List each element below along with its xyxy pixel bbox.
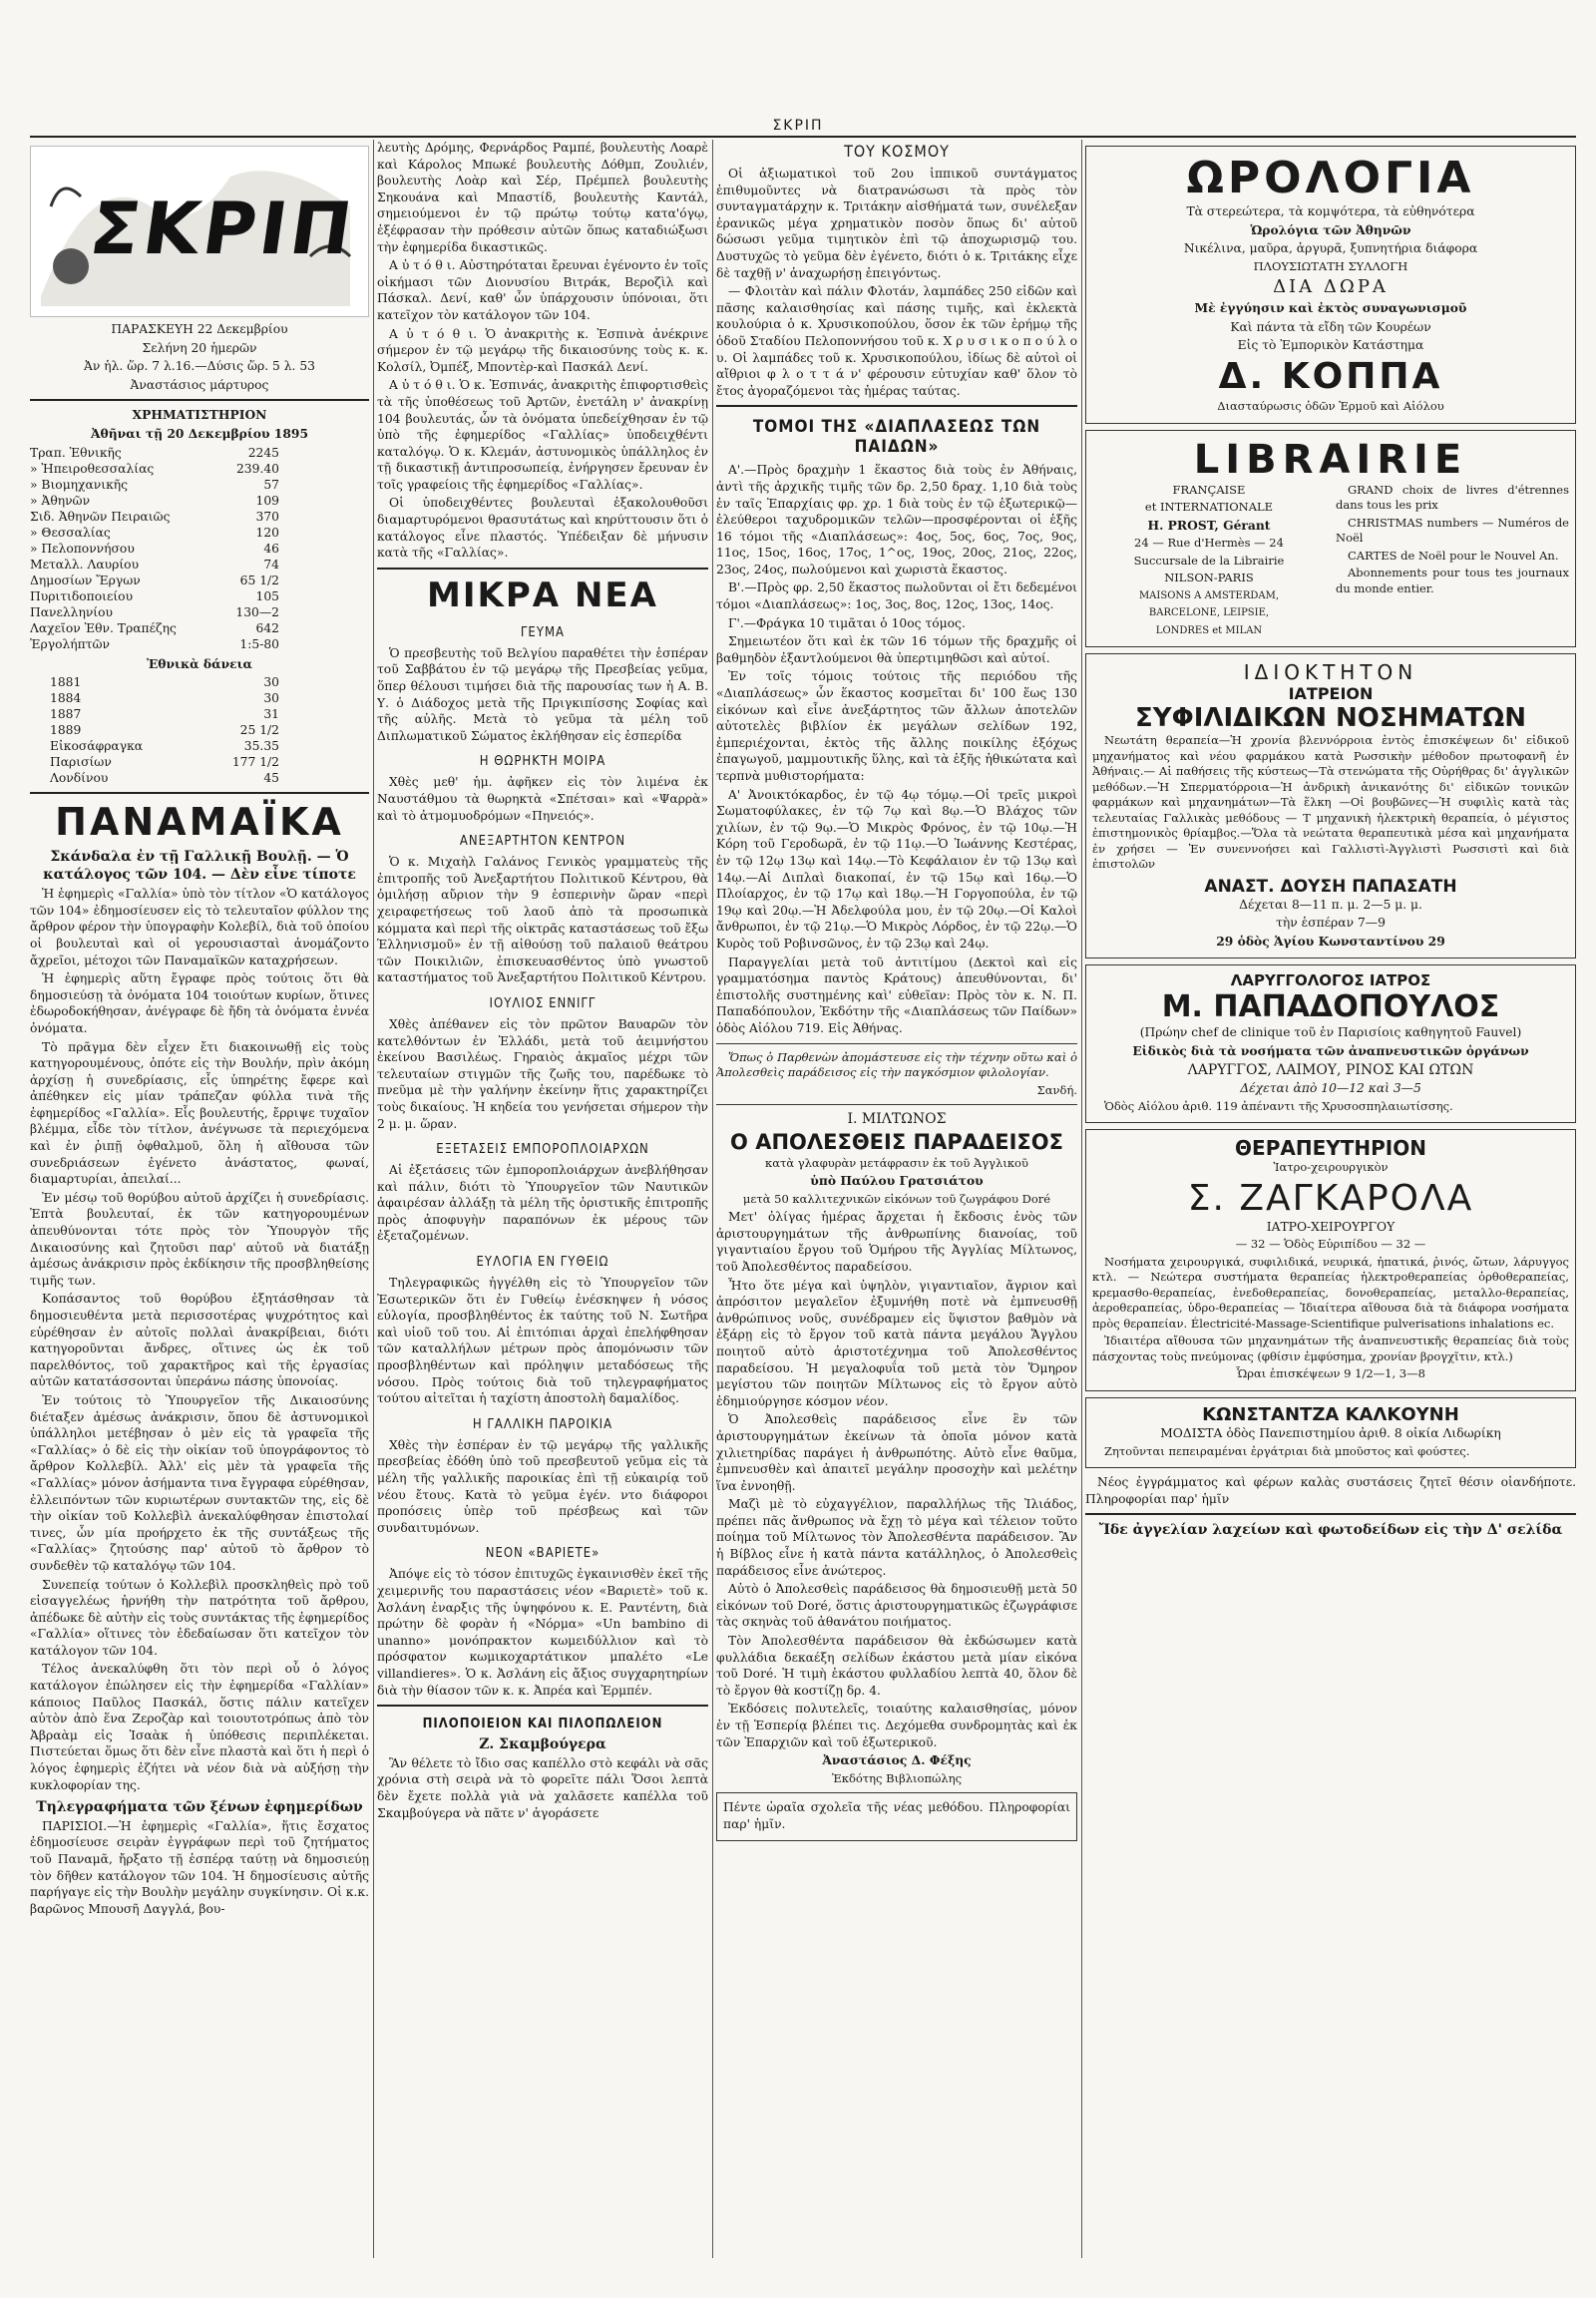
clinic-doctor: ΑΝΑΣΤ. ΔΟΥΣΗ ΠΑΠΑΣΑΤΗ — [1204, 876, 1457, 897]
job-wanted-ad: Νέος ἐγγράμματος καὶ φέρων καλὰς συστάσεις ζητεῖ θέσιν οἱανδήποτε. Πληροφορίαι παρ' ἡμῖν — [1085, 1475, 1576, 1506]
panama-paragraph: Ἡ ἐφημερὶς αὕτη ἔγραφε πρὸς τούτοις ὅτι θὰ δημοσιεύσῃ τὰ ὀνόματα 104 τοιούτων κυρίων, ὅτινες ἐδωροδοκήθησαν, ἀνέγραφε δὲ ἤδη τὰ ὀνόματα ἐννέα ὀνόματα. — [30, 971, 369, 1035]
librairie-line: Succursale de la Librairie — [1133, 553, 1285, 568]
modiste-ad — [1085, 1397, 1576, 1468]
column-3 — [716, 140, 1077, 2288]
saint-line: Ἀναστάσιος μάρτυρος — [130, 377, 269, 392]
tomoi-paragraph: Α' Ἀνοικτόκαρδος, ἐν τῷ 4ῳ τόμῳ.—Οἱ τρεῖς μικροὶ Σωματοφύλακες, ἐν τῷ 7ῳ καὶ 8ῳ.—Ὁ Βλάχος τῶν χιλίων, ἐν τῷ 9ῳ.—Ὁ Μικρὸς Φρόνος, ἐν τῷ 10ῳ.—Ἡ Κόρη τοῦ Γεροδωρᾶ, ἐν τῷ 11ῳ.—Ὁ Ἰωάννης Κεστέρας, ἐν τῷ 12ῳ 13ῳ καὶ 14ῳ.—Τὸ Κεφάλαιον ἐν τῷ 13ῳ καὶ 14ῳ.—Αἱ Διπλαὶ διακοπαί, ἐν τῷ 15ῳ καὶ 16ῳ.—Ὁ Πλοίαρχος, ἐν τῷ 17ῳ καὶ 18ῳ.—Ἡ Γοργοπούλα, ἐν τῷ 19ῳ καὶ 20ῳ.—Ἡ Ἀδελφούλα μου, ἐν τῷ 20ῳ.—Οἱ Καλοὶ ἄνθρωποι, ἐν τῷ 21ῳ.—Ὁ Μικρὸς Λόρδος, ἐν τῷ 22ῳ.—Ὁ Κυρὸς τοῦ Ροβινσῶνος, ἐν τῷ 23ῳ καὶ 24ῳ. — [716, 787, 1077, 951]
hat-shop-name: Ζ. Σκαμβούγερα — [479, 1736, 606, 1753]
item-body: Χθὲς ἀπέθανεν εἰς τὸν πρῶτον Βαυαρῶν τὸν κατελθόντων ἐν Ἑλλάδι, μετὰ τοῦ ἀειμνήστου ἐκείνου Βασιλέως. Γηραιὸς ἀκμαῖος μέχρι τῶν τελευταίων στιγμῶν τῆς ζωῆς του, παρέδωκε τὸ πνεῦμα μὲ τὴν γαλήνην ἐκείνην ἥτις χαρακτηρίζει τοὺς δικαίους. Ἡ κηδεία του γενήσεται σήμερον τὴν 2 μ. μ. ὥραν. — [377, 1016, 708, 1131]
table-row: Πυριτιδοποιείου 105 — [30, 588, 279, 603]
lottery-notice: Ἴδε ἀγγελίαν λαχείων καὶ φωτοδείδων εἰς τὴν Δ' σελίδα — [1098, 1522, 1563, 1539]
item-title: ΕΥΛΟΓΙΑ ΕΝ ΓΥΘΕΙΩ — [476, 1255, 609, 1271]
news-paragraph: Α ὐ τ ό θ ι. Ὁ ἀνακριτὴς κ. Ἐσπινὰ ἀνέκρινε σήμερον ἐν τῷ μεγάρῳ τῆς δικαιοσύνης τοὺς κ. κ. Κολσίλ, Ὀμπέξ, Μποντὲρ-καὶ Πασκάλ Δενί. — [377, 326, 708, 374]
therapy-sub: Ἰατρο-χειρουργικὸν — [1273, 1160, 1389, 1175]
laryngologist-head: ΛΑΡΥΓΓΟΛΟΓΟΣ ΙΑΤΡΟΣ — [1230, 971, 1431, 990]
modiste-line: ΜΟΔΙΣΤΑ ὁδὸς Πανεπιστημίου ἀριθ. 8 οἰκία Λιδωρίκη — [1160, 1425, 1501, 1440]
item-title: ΝΕΟΝ «ΒΑΡΙΕΤΕ» — [485, 1546, 600, 1562]
tomoi-paragraph: Β'.—Πρὸς φρ. 2,50 ἕκαστος πωλοῦνται οἱ ἔτι δεδεμένοι τόμοι «Διαπλάσεως»: 1ος, 3ος, 8ος, 12ος, 13ος, 14ος. — [716, 580, 1077, 612]
item-title: Η ΓΑΛΛΙΚΗ ΠΑΡΟΙΚΙΑ — [472, 1416, 613, 1432]
therapy-name: Σ. ΖΑΓΚΑΡΟΛΑ — [1187, 1177, 1474, 1219]
tomoi-paragraph: Γ'.—Φράγκα 10 τιμᾶται ὁ 10ος τόμος. — [728, 615, 966, 630]
milton-publisher: Ἀναστάσιος Δ. Φέξης — [822, 1752, 972, 1768]
librairie-line: NILSON-PARIS — [1164, 571, 1254, 585]
item-body: Χθὲς τὴν ἑσπέραν ἐν τῷ μεγάρῳ τῆς γαλλικῆς πρεσβείας ἐδόθη ὑπὸ τοῦ πρεσβευτοῦ γεῦμα εἰς τὰ μέλη τῆς γαλλικῆς παροικίας ἐπὶ τῇ εὐκαιρίᾳ τοῦ νέου ἔτους. Κατὰ τὸ γεῦμα ἐγέν. ντο διάφοροι προπόσεις ὑπὲρ τοῦ πρέσβεως καὶ τῶν συνδαιτυμόνων. — [377, 1437, 708, 1535]
milton-paragraph: Μαζὶ μὲ τὸ εὐχαγγέλιον, παραλλήλως τῆς Ἰλιάδος, πρέπει πᾶς ἄνθρωπος νὰ ἔχῃ τὸ μέγα καὶ τέλειον τοῦτο ποίημα τοῦ Μίλτωνος τὸν Ἀπολεσθέντα παράδεισον. Ἂν ἡ Βίβλος εἶνε ἡ κατὰ πάντα κατάλληλος, ὁ Ἀπολεσθεὶς παράδεισος εἶνε ἀνώτερος. — [716, 1497, 1077, 1578]
clinic-ad — [1085, 653, 1576, 958]
column-divider — [1081, 140, 1082, 2258]
watch-ad-line: Τὰ στερεώτερα, τὰ κομψότερα, τὰ εὐθηνότερα — [1186, 204, 1475, 218]
laryngologist-spec: Εἰδικὸς διὰ τὰ νοσήματα τῶν ἀναπνευστικῶν ὀργάνων — [1132, 1043, 1529, 1059]
panama-subtitle: Σκάνδαλα ἐν τῇ Γαλλικῇ Βουλῇ. — Ὁ κατάλογος τῶν 104. — Δὲν εἶνε τίποτε — [43, 849, 356, 884]
milton-paragraph: Αὐτὸ ὁ Ἀπολεσθεὶς παράδεισος θὰ δημοσιευθῇ μετὰ 50 εἰκόνων τοῦ Doré, ὅστις ἀριστουργηματικῶς ἐζωγράφισε τὰς σκηνὰς τοῦ ἀθανάτου ποιήματος. — [716, 1582, 1077, 1630]
watch-ad-line: Εἰς τὸ Ἐμπορικὸν Κατάστημα — [1237, 338, 1424, 353]
table-row: Τραπ. Ἐθνικῆς 2245 — [30, 445, 279, 460]
continued-text: λευτὴς Δρόμης, Φερνάρδος Ραμπέ, βουλευτὴς Λοαρὲ καὶ Κάρολος Μπωκέ βουλευτὴς Δόθμπ, Ζουλιέν, βουλευτὴς Λοὰρ καὶ Σέρ, Πρέμπελ βουλευτὴς Σηκουάνα καὶ Μπαστίδ, βουλευτὴς Καντάλ, σημειούμενοι ἐν τῷ πρώτῳ τούτῳ κατα'όγῳ, ἐξέφρασαν τὴν πρόθεσιν αὐτῶν ὅπως καταδιώξωσι τὴν ἐφημερίδα δικαστικῶς. — [377, 141, 708, 254]
hat-shop-title: ΠΙΛΟΠΟΙΕΙΟΝ ΚΑΙ ΠΙΛΟΠΩΛΕΙΟΝ — [422, 1717, 663, 1732]
watch-ad-line: ΠΛΟΥΣΙΩΤΑΤΗ ΣΥΛΛΟΓΗ — [1253, 258, 1408, 273]
masthead-logo — [30, 146, 369, 317]
item-title: ΙΟΥΛΙΟΣ ΕΝΝΙΓΓ — [489, 995, 597, 1011]
table-row: Λονδίνου 45 — [50, 771, 279, 786]
exchange-title: ΧΡΗΜΑΤΙΣΤΗΡΙΟΝ — [132, 407, 267, 423]
masthead-title: ΣΚΡΙΠ — [85, 187, 361, 270]
tomoi-paragraph: Σημειωτέον ὅτι καὶ ἐκ τῶν 16 τόμων τῆς δραχμῆς οἱ βαθμηδὸν ἐξαντλούμενοι θὰ ὑπερτιμηθῶσι καὶ αὐτοί. — [716, 634, 1077, 665]
clinic-address: 29 ὁδὸς Ἁγίου Κωνσταντίνου 29 — [1216, 933, 1445, 949]
table-row: 1881 30 — [50, 675, 279, 690]
stocks-table — [30, 445, 369, 652]
modiste-body: Ζητοῦνται πεπειραμέναι ἐργάτριαι διὰ μποῦστος καὶ φούστες. — [1104, 1443, 1470, 1458]
watch-ad-address: Διασταύρωσις ὁδῶν Ἑρμοῦ καὶ Αἰόλου — [1217, 399, 1444, 414]
watch-ad-line: Μὲ ἐγγύησιν καὶ ἐκτὸς συναγωνισμοῦ — [1194, 300, 1467, 316]
clinic-hours: τὴν ἑσπέραν 7—9 — [1276, 916, 1386, 931]
librairie-line: CARTES de Noël pour le Nouvel An. — [1348, 548, 1559, 563]
watch-ad-title: ΩΡΟΛΟΓΙΑ — [1186, 153, 1475, 203]
top-rule — [30, 136, 1576, 138]
modiste-name: ΚΩΝΣΤΑΝΤΖΑ ΚΑΛΚΟΥΝΗ — [1202, 1403, 1459, 1425]
librairie-line: Abonnements pour tous tes journaux du monde entier. — [1336, 566, 1569, 595]
therapy-head: ΘΕΡΑΠΕΥΤΗΡΙΟΝ — [1235, 1136, 1426, 1161]
therapy-title: ΙΑΤΡΟ-ΧΕΙΡΟΥΡΓΟΥ — [1266, 1219, 1396, 1234]
milton-quote-author: Σανδή. — [1036, 1082, 1077, 1097]
column-4 — [1085, 140, 1576, 2288]
divider — [716, 1104, 1077, 1105]
milton-paragraph: Ἐκδόσεις πολυτελεῖς, τοιαύτης καλαισθησίας, μόνον ἐν τῇ Ἑσπερίᾳ βλέπει τις. Δεχόμεθα συνδρομητὰς καὶ ἐκ τῶν Ἐπαρχιῶν καὶ τοῦ ἐξωτερικοῦ. — [716, 1702, 1077, 1749]
therapy-body: Νοσήματα χειρουργικά, συφιλιδικά, νευρικά, ἠπατικά, ῥινός, ὤτων, λάρυγγος κτλ. — Νεώτερα συστήματα θεραπείας ἠλεκτροθεραπείας ὀρθοθεραπείας, κρεμασθο-θεραπείας, ἐνεδοθεραπείας, δονοθεραπείας, μεταλλο-θεραπείας, ἀεροθεραπείας, ὑδρο-θεραπείας — Ἰδιαίτερα αἴθουσα διὰ τὰ διάφορα νοσήματα πρὸς θεραπείαν. Électricité-Massage-Scientifique pulverisations inhalations ec. — [1092, 1254, 1569, 1331]
librairie-line: LONDRES et MILAN — [1155, 624, 1263, 636]
librairie-body — [1092, 483, 1569, 641]
watch-shop-ad — [1085, 146, 1576, 424]
divider — [716, 1043, 1077, 1044]
laryngologist-spec: ΛΑΡΥΓΓΟΣ, ΛΑΙΜΟΥ, ΡΙΝΟΣ ΚΑΙ ΩΤΩΝ — [1187, 1061, 1474, 1078]
tomoi-title: ΤΟΜΟΙ ΤΗΣ «ΔΙΑΠΛΑΣΕΩΣ ΤΩΝ ΠΑΙΔΩΝ» — [752, 417, 1041, 458]
librairie-line: et INTERNATIONALE — [1144, 500, 1274, 515]
watch-ad-shop-name: Δ. ΚΟΠΠΑ — [1218, 356, 1443, 398]
divider — [30, 792, 369, 794]
item-title: Η ΘΩΡΗΚΤΗ ΜΟΙΡΑ — [479, 754, 606, 770]
loans-title: Ἐθνικὰ δάνεια — [146, 655, 252, 671]
librairie-left — [1092, 483, 1326, 641]
watch-ad-line: ΔΙΑ ΔΩΡΑ — [1273, 276, 1389, 298]
tomoi-paragraph: Παραγγελίαι μετὰ τοῦ ἀντιτίμου (Δεκτοὶ καὶ εἰς γραμματόσημα παντὸς Κράτους) ἀπευθύνονται, δι' ἐπιστολῆς συστημένης καὶ' εὐθεῖαν: Πρὸς τὸν κ. Ν. Π. Παπαδόπουλον, Ἐκδότην τῆς «Διαπλάσεως τῶν Παίδων» ὁδὸς Αἰόλου 719. Εἰς Ἀθήνας. — [716, 955, 1077, 1035]
panama-paragraph: Τὸ πρᾶγμα δὲν εἶχεν ἔτι διακοινωθῇ εἰς τοὺς κατηγορουμένους, ὁπότε εἰς τὴν Βουλήν, πρὶν ἀκόμη ἀρχίσῃ ἡ συνεδρίασις, εἷς ὑπηρέτης ἔφερε καὶ ἀπέθηκεν εἰς μίαν τράπεζαν φύλλα τινὰ τῆς ἐφημερίδος «Γαλλία». Εἷς βουλευτής, ἔρριψε τυχαῖον βλέμμα, εἶδε τὸν τίτλον, ἀνέγνωσε τὰ περιεχόμενα καὶ ἐν ῥιπῇ ὀφθαλμοῦ, ὅλη ἡ αἴθουσα τῶν συνεδριάσεων ἐγένετο ἀνάστατος, φωναί, διαμαρτυρίαι, ἀπειλαί... — [30, 1039, 369, 1187]
tomoi-paragraph: Α'.—Πρὸς δραχμὴν 1 ἕκαστος διὰ τοὺς ἐν Ἀθήναις, ἀντὶ τῆς ἀρχικῆς τιμῆς τῶν δρ. 2,50 δραχ. 1,10 διὰ τοὺς ἐν ταῖς Ἐπαρχίαις φρ. χρ. 1 διὰ τοὺς ἐν τῷ ἐξωτερικῷ—ἐλεύθεροι ταχυδρομικῶν τελῶν—προσφέρονται οἱ ἑξῆς 16 τόμοι τῆς «Διαπλάσεως»: 4ος, 5ος, 6ος, 7ος, 9ος, 11ος, 15ος, 16ος, 17ος, 1^ος, 19ος, 20ος, 21ος, 22ος, 23ος, 24ος, πωλούμενοι καὶ χωριστὰ ἕκαστος. — [716, 463, 1077, 576]
news-paragraph: Α ὐ τ ό θ ι. Αὐστηρόταται ἔρευναι ἐγένοντο ἐν τοῖς οἰκήμασι τῶν Διονυσίου Βιτράκ, Βεροζὶλ καὶ Πάσκαλ. Δενί, καθ' ὧν ὑπάρχουσιν ὑπόνοιαι, ὅτι κατεῖχον τὸν κατάλογον τῶν 104. — [377, 258, 708, 322]
item-body: Τηλεγραφικῶς ἠγγέλθη εἰς τὸ Ὑπουργεῖον τῶν Ἐσωτερικῶν ὅτι ἐν Γυθείῳ ἐνέσκηψεν ἡ νόσος εὐλογία, προσβληθέντος ἐκ ταύτης τοῦ Ν. Σωτῆρα καὶ υἱοῦ τοῦ του. Αἱ ἐπιτόπιαι ἀρχαὶ ἐπελήφθησαν τῶν καταλλήλων μέτρων πρὸς ἀπομόνωσιν τῶν προσβληθέντων καὶ πρόληψιν μεταδόσεως τῆς νόσου. Πρὸς τούτοις διὰ τοῦ τηλεγραφήματος τούτου αἰτεῖται ἡ ταχίστη ἀποστολὴ δαμαλίδος. — [377, 1276, 708, 1406]
panama-paragraph: Ἡ ἐφημερὶς «Γαλλία» ὑπὸ τὸν τίτλον «Ὁ κατάλογος τῶν 104» ἐδημοσίευσεν εἰς τὸ τελευταῖον φύλλον της ἄρθρον φέρον τὴν ὑπογραφὴν Κολεβίλ, διὰ τοῦ ὁποίου οἱ βουλευταὶ καὶ οἱ γερουσιασταὶ ἀνομάζοντο ἄχρεῖοι, μέτοχοι τῶν Παναμαϊκῶν καταχρήσεων. — [30, 887, 369, 967]
librairie-line: MAISONS A AMSTERDAM, — [1138, 589, 1280, 601]
panama-paragraph: Κοπάσαντος τοῦ θορύβου ἐξητάσθησαν τὰ δημοσιευθέντα μετὰ περισσοτέρας ψυχρότητος καὶ εὑρέθησαν ἐν αὐτοῖς πολλαὶ ἀνακρίβειαι, διότι κατηγοροῦνται ἄνδρες, οἵτινες ὡς ἐκ τοῦ παρελθόντος, τοῦ χαρακτῆρος καὶ τῆς ἐργασίας αὐτῶν κατατάσσονται ὑπεράνω πάσης ὑπονοίας. — [30, 1292, 369, 1389]
watch-ad-line: Καὶ πάντα τὰ εἴδη τῶν Κουρέων — [1230, 319, 1431, 334]
watch-ad-line: Ὡρολόγια τῶν Ἀθηνῶν — [1250, 221, 1411, 237]
table-row: Μεταλλ. Λαυρίου 74 — [30, 557, 279, 572]
item-body: Χθὲς μεθ' ἡμ. ἀφῆκεν εἰς τὸν λιμένα ἐκ Ναυστάθμου τὰ θωρηκτὰ «Σπέτσαι» καὶ «Ψαρρὰ» καὶ τὸ ἀτμομυοδρόμων «Πηνειός». — [377, 775, 708, 823]
librairie-line: CHRISTMAS numbers — Numéros de Noël — [1336, 515, 1569, 546]
table-row: 1884 30 — [50, 691, 279, 706]
librairie-ad — [1085, 430, 1576, 648]
milton-author: Ι. ΜΙΛΤΩΝΟΣ — [847, 1111, 947, 1127]
milton-paragraph: Ἦτο ὅτε μέγα καὶ ὑψηλὸν, γιγαντιαῖον, ἄγριον καὶ ἀπρόσιτον μεγαλεῖον ἐξυμνήθη ποτὲ νὰ ἐμπνευσθῇ ἀνθρώπινος νοῦς, συνέδραμεν εἰς ὕψιστον βαθμὸν νὰ ἐξάρῃ εἰς τὸ ἔργον τοῦ κατὰ πάντα μεγάλου Ἄγγλου ποιητοῦ αὐτὸ ἀριστοτέχνημα τοῦ Ἀπολεσθέντος παραδείσου. Ἡ μεγαλοφυΐα τοῦ μετὰ τὸν Ὅμηρον μεγίστου τῶν ποιητῶν Μίλτωνος εἰς τὸ ἔργον αὐτὸ ἐδημιούργησε κόσμον νέον. — [716, 1278, 1077, 1408]
item-title: ΑΝΕΞΑΡΤΗΤΟΝ ΚΕΝΤΡΟΝ — [459, 834, 626, 850]
column-divider — [712, 140, 713, 2258]
milton-quote: Ὅπως ὁ Παρθενὼν ἀπομάστευσε εἰς τὴν τέχνην οὕτω καὶ ὁ Ἀπολεσθεὶς παράδεισος εἰς τὴν παγκόσμιον φιλολογίαν. — [716, 1049, 1077, 1079]
librairie-line: GRAND choix de livres d'étrennes dans tous les prix — [1336, 482, 1569, 513]
telegrams-title: Τηλεγραφήματα τῶν ξένων ἐφημερίδων — [36, 1799, 363, 1816]
clinic-sub: ΙΑΤΡΕΙΟΝ — [1288, 684, 1374, 704]
kosmos-title: ΤΟΥ ΚΟΣΜΟΥ — [844, 142, 950, 161]
librairie-right — [1336, 483, 1569, 641]
table-row: » Θεσσαλίας 120 — [30, 525, 279, 540]
schools-notice-text: Πέντε ὡραῖα σχολεῖα τῆς νέας μεθόδου. Πληροφορίαι παρ' ἡμῖν. — [723, 1800, 1070, 1831]
telegrams-paragraph: ΠΑΡΙΣΙΟΙ.—Ἡ ἐφημερὶς «Γαλλία», ἥτις ἔσχατος ἐδημοσίευσε σειρὰν ἐγγράφων περὶ τοῦ ζητήματος τοῦ Παναμᾶ, ἤρξατο τῇ ἑσπέρᾳ ταύτῃ νὰ δημοσιεύῃ τὸν δῆθεν κατάλογον τῶν 104. Ἡ δημοσίευσις αὐτῆς παρήγαγε εἰς τὴν Βουλὴν μεγάλην συγκίνησιν. Οἱ κ.κ. βαρῶνος Μπουσῆ Δαγγλά, βου- — [30, 1818, 369, 1916]
table-row: Παρισίων 177 1/2 — [50, 755, 279, 770]
schools-notice — [716, 1792, 1077, 1841]
clinic-title: ΣΥΦΙΛΙΔΙΚΩΝ ΝΟΣΗΜΑΤΩΝ — [1135, 703, 1526, 734]
therapy-ad — [1085, 1129, 1576, 1391]
panama-paragraph: Τέλος ἀνεκαλύφθη ὅτι τὸν περὶ οὗ ὁ λόγος κατάλογον ἐπώλησεν εἰς τὴν ἐφημερίδα «Γαλλίαν» κάποιος Παῦλος Πασκάλ, ὅστις πάλιν κατεῖχεν αὐτὸν ἀπὸ ἕνα Ζεροζὰρ καὶ τοιουτοτρόπως ἀπὸ τὸν Ἀβραὰμ εἰς Ἰσαὰκ ἡ ὑπόθεσις περιπλέκεται. Πιστεύεται ὅμως ὅτι δὲν εἶνε πλαστὰ καὶ ὅτι ἡ περὶ ὁ λόγος ἐφημερὶς ἐζήτει νὰ νέον διὰ νὰ αὐξήσῃ τὴν κυκλοφορίαν της. — [30, 1662, 369, 1792]
tomoi-paragraph: Ἐν τοῖς τόμοις τούτοις τῆς περιόδου τῆς «Διαπλάσεως» ὧν ἕκαστος κοσμεῖται δι' 100 ἕως 130 εἰκόνων καὶ εἶνε ἀνεξάρτητος τῶν ἄλλων ἀποτελῶν αὐτοτελὲς βιβλίον ἐκ μεγάλων σελίδων 192, ἐμπεριέχονται, ἐκτὸς τῆς ἄλλης ποικίλης ἐξόχως ἐπαγωγοῦ, μαμμουτικῆς ὕλης, καὶ τὰ ἑξῆς ἠθικώτατα καὶ τερπνὰ μυθιστορήματα: — [716, 669, 1077, 783]
therapy-hours: Ὧραι ἐπισκέψεων 9 1/2—1, 3—8 — [1236, 1366, 1425, 1381]
librairie-title: LIBRAIRIE — [1193, 436, 1468, 483]
item-body: Ὁ κ. Μιχαὴλ Γαλάνος Γενικὸς γραμματεὺς τῆς ἐπιτροπῆς τοῦ Ἀνεξαρτήτου Πολιτικοῦ Κέντρου, θὰ ὁμιλήσῃ αὔριον τὴν 9 ἑσπερινὴν ὥραν «περὶ χειραφετήσεως τοῦ λαοῦ ἀπὸ τὰ προσωπικὰ κόμματα καὶ περὶ τῆς οἰκτρᾶς καταστάσεως τοῦ ἔξω Ἑλληνισμοῦ» ἐν τῇ αἰθούσῃ τοῦ παλαιοῦ θεάτρου τῶν Ποικιλιῶν, ἐπισκευασθέντος ὑπὸ γνωστοῦ καταστήματος τοῦ Ἀνεξαρτήτου Πολιτικοῦ Κέντρου. — [377, 855, 708, 985]
milton-paragraph: Ὁ Ἀπολεσθεὶς παράδεισος εἶνε ἓν τῶν ἀριστουργημάτων ἐκείνων τὰ ὁποῖα μόνον κατὰ χιλιετηρίδας παράγει ἡ ἀνθρωπότης. Αὐτὸ εἶνε θαῦμα, ἐμπνευσθὲν καὶ ἀπαιτεῖ μεγάλην προσοχὴν καὶ μελέτην ἵνα ἐννοηθῇ. — [716, 1412, 1077, 1493]
clinic-hours: Δέχεται 8—11 π. μ. 2—5 μ. μ. — [1239, 897, 1422, 912]
divider — [30, 399, 369, 401]
panama-paragraph: Ἐν τούτοις τὸ Ὑπουργεῖον τῆς Δικαιοσύνης διέταξεν ἀμέσως ἀνάκρισιν, ὅπου δὲ ἀστυνομικοὶ ὑπάλληλοι μετέβησαν ὁ μὲν εἰς τὰ γραφεῖα τῆς «Γαλλίας» ὁ δὲ εἰς τὴν οἰκίαν τοῦ ὑπογράφοντος τὸ ἄρθρον Κολλεβίλ. Ἀλλ' εἰς μὲν τὰ γραφεῖα τῆς «Γαλλίας» μόνον ἀσήμαντα τινα ἔγγραφα εὑρέθησαν, ἐλλειπόντων τῶν κυριωτέρων συντακτῶν της, εἰς δὲ τὴν οἰκίαν τοῦ Κολλεβὶλ ἀνεκαλύφθησαν ἐπιστολαί τινες, ὧν μία προήρχετο ἐκ τῆς συντάξεως τῆς «Γαλλίας» ζητούσης παρ' αὐτοῦ τὸ ἄρθρον τὸ συνδεθὲν τῷ καταλόγῳ τῶν 104. — [30, 1392, 369, 1573]
table-row: 1889 25 1/2 — [50, 723, 279, 738]
table-row: Σιδ. Ἀθηνῶν Πειραιῶς 370 — [30, 509, 279, 524]
column-2 — [377, 140, 708, 2288]
news-paragraph: Α ὐ τ ό θ ι. Ὁ κ. Ἐσπινάς, ἀνακριτὴς ἐπιφορτισθεὶς τὰ τῆς ὑποθέσεως τοῦ Ἀρτῶν, ἐνετάλη ν' ἀνακρίνῃ 104 βουλευτάς, ὧν τὰ ὀνόματα ὑπεδείχθησαν ἐν τῷ ὑπὸ τῆς ἐφημερίδος «Γαλλίας» ὑποδειχθέντι καταλόγῳ. Ὁ κ. Κλεμάν, ἀστυνομικὸς ὑπάλληλος ἐν τῇ δικαστικῇ ἀντιπροσωπείᾳ, ἐνήργησεν ἔρευναν ἐν τοῖς γραφείοις τῆς ἐφημερίδος «Γαλλίας». — [377, 378, 708, 492]
item-body: Ἀπόψε εἰς τὸ τόσον ἐπιτυχῶς ἐγκαινισθὲν ἐκεῖ τῆς χειμερινῆς του παραστάσεις νέον «Βαριετὲ» τοῦ κ. Ἀσλάνη ἐναρξις τῆς ὑψηφόνου κ. Ε. Ραντέντη, διὰ πρώτην δὲ φορὰν ἡ «Νόρμα» «Un bambino di unanno» μονόπρακτον κωμειδύλλιον καὶ τὸ πρόσφατον κωμικοχαρτάτικον μπαλέτο «Le villandieres». Ὁ κ. Ἀσλάνη εἰς ἄξιος συγχαρητηρίων διὰ τὴν θίασον τῶν κ. κ. Ἀπρέα καὶ Ἐρμπέν. — [377, 1567, 708, 1698]
kosmos-paragraph: — Φλοιτὰν καὶ πάλιν Φλοτάν, λαμπάδες 250 εἰδῶν καὶ πᾶσης καλαισθησίας καὶ πάσης τιμῆς, καὶ ἐκλεκτὰ κουλούρια ὁ κ. Χρυσικοπούλου, ὅσον ἐκ τῶν ἐρήμῳ τῆς ὁδοῦ Σταδίου Πελοποννήσου τοῦ κ. Χ ρ υ σ ι κ ο π ο ύ λ ο υ. Οἱ λαμπάδες τοῦ κ. Χρυσικοπούλου, ἰδίως δὲ αὐτοὶ οἱ αἴθριοι φ λ ο τ τ ά ν' φέρουσιν εὐτυχίαν καθ' ὅλον τὸ ἔτος ἀγοραζόμενοι τὰς ἡμέρας ταύτας. — [716, 284, 1077, 398]
milton-sub: μετὰ 50 καλλιτεχνικῶν εἰκόνων τοῦ ζωγράφου Doré — [742, 1191, 1051, 1206]
table-row: Δημοσίων Ἔργων 65 1/2 — [30, 573, 279, 587]
running-head: ΣΚΡΙΠ — [772, 118, 824, 134]
item-title: ΕΞΕΤΑΣΕΙΣ ΕΜΠΟΡΟΠΛΟΙΑΡΧΩΝ — [436, 1142, 649, 1158]
kosmos-paragraph: Οἱ ἀξιωματικοὶ τοῦ 2ου ἱππικοῦ συντάγματος ἐπιθυμοῦντες νὰ διατρανώσωσι τὰ πρὸς τὸν συνταγματάρχην κ. Τριτάκην αἰσθήματά των, συνέλεξαν ἐρανικῶς μέγα χρηματικὸν ποσὸν ὅπως δι' αὐτοῦ δώσωσι γεῦμα τιμητικὸν ἐπὶ τῷ ἀποχωρισμῷ του. Δυστυχῶς τὸ γεῦμα δὲν ἐγένετο, διότι ὁ κ. Τριτάκης εἶχε δὲ ταχθῇ ν' ἀναχωρήσῃ ἐπειγόντως. — [716, 167, 1077, 280]
column-1 — [30, 140, 369, 2288]
therapy-address: — 32 — Ὁδὸς Εὐριπίδου — 32 — — [1235, 1237, 1426, 1252]
table-row: » Ἠπειροθεσσαλίας 239.40 — [30, 461, 279, 476]
therapy-body: Ἰδιαιτέρα αἴθουσα τῶν μηχανημάτων τῆς ἀναπνευστικῆς θεραπείας διὰ τοὺς πάσχοντας τοὺς πνεύμονας (φθίσιν ἐμφύσημα, χρονίαν βρογχῖτιν, κτλ.) — [1092, 1334, 1569, 1363]
laryngologist-name: Μ. ΠΑΠΑΔΟΠΟΥΛΟΣ — [1161, 989, 1500, 1025]
panama-title: ΠΑΝΑΜΑΪΚΑ — [55, 800, 344, 845]
librairie-line: FRANÇAISE — [1172, 482, 1246, 497]
table-row: 1887 31 — [50, 707, 279, 722]
item-body: Αἱ ἐξετάσεις τῶν ἐμποροπλοιάρχων ἀνεβλήθησαν καὶ πάλιν, διότι τὸ Ὑπουργεῖον τῶν Ναυτικῶν ἀφαιρέσαν ἀλλάξῃ τὰ μέλη τῆς ὁριστικῆς ἐπιτροπῆς πρὸς ἀποφυγὴν παραπόνων ἐκ μέρους τῶν ἐξεταζομένων. — [377, 1163, 708, 1244]
divider — [716, 405, 1077, 407]
divider — [377, 1705, 708, 1707]
clinic-head: ΙΔΙΟΚΤΗΤΟΝ — [1243, 660, 1418, 685]
mikra-nea-title: ΜΙΚΡΑ ΝΕΑ — [427, 574, 658, 615]
milton-paragraph: Τὸν Ἀπολεσθέντα παράδεισον θὰ ἐκδώσωμεν κατὰ φυλλάδια δεκαέξη σελίδων ἐκάστου μετὰ μίαν εἰκόνα τοῦ Doré. Ἡ τιμὴ ἑκάστου φυλλαδίου λεπτὰ 40, ὅλον δὲ τὸ ἔργον θὰ κοστίζῃ δρ. 4. — [716, 1634, 1077, 1698]
laryngologist-hours: Δέχεται ἀπὸ 10—12 καὶ 3—5 — [1240, 1081, 1421, 1096]
milton-publisher-role: Ἐκδότης Βιβλιοπώλης — [831, 1770, 963, 1785]
clinic-body: Νεωτάτη θεραπεία—Ἡ χρονία βλεννόρροια ἐντὸς ἐπισκέψεων δι' εἰδικοῦ μηχανήματος καὶ νέου φαρμάκου κατὰ Ρωσσικὴν μέθοδον πρωτοφανῆ ἐν Ἀθήναις.— Αἱ παθήσεις τῆς κύστεως—Τὰ στενώματα τῆς Οὐρήθρας δι' ἀγγλικῶν μεθόδων.—Ἡ Σπερματόρροια—Ἡ ἀνδρικὴ ἀνικανότης δι' εἰδικῶν τονικῶν φαρμάκων καὶ μηχανημάτων—Τὰ ἕλκη —Οἱ βουβῶνες—Ἡ συφιλὶς κατὰ τὰς τελευταίας Γαλλικὰς μεθόδους — Τ μηχανικὴ ἠλεκτρικὴ θεραπεία, ὁ μέγιστος ἐπιστημονικὸς θρίαμβος.—Ὅλα τὰ νεώτατα θεραπευτικὰ μέσα καὶ μηχανήματα ἐν χρήσει — Ἐν συνεννοήσει καὶ Γαλλιστὶ-Ἀγγλιστὶ Ρωσσιστὶ καὶ διὰ ἐπιστολῶν — [1092, 733, 1569, 872]
sun-line: Ἀν ἡλ. ὥρ. 7 λ.16.—Δύσις ὥρ. 5 λ. 53 — [83, 359, 316, 374]
divider — [1085, 1513, 1576, 1515]
milton-paragraph: Μετ' ὀλίγας ἡμέρας ἄρχεται ἡ ἔκδοσις ἑνὸς τῶν ἀριστουργημάτων τῆς ἀνθρωπίνης διανοίας, τοῦ γιγαντιαίου ἔργου τοῦ Ὁμήρου τῆς Ἀγγλίας Μίλτωνος, τοῦ Ἀπολεσθέντος παραδείσου. — [716, 1210, 1077, 1274]
table-row: » Πελοποννήσου 46 — [30, 541, 279, 556]
table-row: Πανελληνίου 130—2 — [30, 604, 279, 619]
loans-table — [30, 674, 369, 786]
laryngologist-ad — [1085, 964, 1576, 1123]
table-row: » Βιομηχανικῆς 57 — [30, 477, 279, 492]
laryngologist-address: Ὁδὸς Αἰόλου ἀριθ. 119 ἀπέναντι τῆς Χρυσοσπηλαιωτίσσης. — [1104, 1098, 1453, 1113]
librairie-line: 24 — Rue d'Hermès — 24 — [1134, 536, 1284, 551]
date-line: ΠΑΡΑΣΚΕΥΗ 22 Δεκεμβρίου — [111, 322, 288, 336]
librairie-line: H. PROST, Gérant — [1147, 517, 1271, 533]
news-paragraph: Οἱ ὑποδειχθέντες βουλευταὶ ἐξακολουθοῦσι διαμαρτυρόμενοι θρασυτάτως καὶ κηρύττουσιν ὅτι ὁ κατάλογος εἶνε πλαστός. Ὑπέδειξαν δὲ μήνυσιν κατὰ τῆς «Γαλλίας». — [377, 496, 708, 561]
hat-shop-body: Ἂν θέλετε τὸ ἴδιο σας καπέλλο στὸ κεφάλι νὰ σᾶς χρόνια στὴ σειρὰ νὰ τὸ φορεῖτε πάλι Ὅσοι λεπτὰ δὲν ἔχετε πολλὰ γιὰ νὰ χαλᾶσετε καπέλλα τοῦ Σκαμβούγερα νὰ πᾶτε ν' ἀγοράσετε — [377, 1755, 708, 1820]
librairie-line: BARCELONE, LEIPSIE, — [1148, 607, 1270, 619]
column-divider — [373, 140, 374, 2258]
milton-sub: κατὰ γλαφυρὰν μετάφρασιν ἐκ τοῦ Ἀγγλικοῦ — [765, 1155, 1028, 1170]
table-row: Ἐργολήπτῶν 1:5-80 — [30, 636, 279, 651]
moon-line: Σελήνη 20 ἡμερῶν — [142, 340, 257, 355]
table-row: Λαχεῖον Ἐθν. Τραπέζης 642 — [30, 620, 279, 635]
milton-translator: ὑπὸ Παύλου Γρατσιάτου — [810, 1173, 984, 1189]
table-row: Εἰκοσάφραγκα 35.35 — [50, 739, 279, 754]
item-body: Ὁ πρεσβευτὴς τοῦ Βελγίου παραθέτει τὴν ἑσπέραν τοῦ Σαββάτου ἐν τῷ μεγάρῳ τῆς Πρεσβείας γεῦμα, ὅπερ θέλουσι τιμήσει διὰ τῆς παρουσίας των ἡ Α. Β. Υ. ὁ Διάδοχος μετὰ τῆς Πριγκιπίσσης Σοφίας καὶ τῆς αὐλῆς. Μετὰ τὸ γεῦμα τὰ μέλη τοῦ Διπλωματικοῦ Σώματος ἐκλήθησαν εἰς ἑσπερίδα — [377, 645, 708, 743]
exchange-date: Ἀθῆναι τῇ 20 Δεκεμβρίου 1895 — [90, 425, 309, 441]
divider — [377, 568, 708, 570]
item-title: ΓΕΥΜΑ — [520, 624, 566, 640]
panama-paragraph: Ἐν μέσῳ τοῦ θορύβου αὐτοῦ ἀρχίζει ἡ συνεδρίασις. Ἐπτὰ βουλευταί, ἐκ τῶν κατηγορουμένων ἀπευθύνονται τότε πρὸς τὸν Ὑπουργὸν τῆς Δικαιοσύνης καὶ ζητοῦσι παρ' αὐτοῦ νὰ διατάξῃ ἀμέσως ἀνάκρισιν πρὸς ἐκδίκησιν τῆς προσβληθείσης τιμῆς των. — [30, 1190, 369, 1288]
milton-title: Ο ΑΠΟΛΕΣΘΕΙΣ ΠΑΡΑΔΕΙΣΟΣ — [730, 1129, 1063, 1154]
watch-ad-line: Νικέλινα, μαῦρα, ἀργυρᾶ, ξυπνητήρια διάφορα — [1183, 241, 1478, 256]
laryngologist-body: (Πρώην chef de clinique τοῦ ἐν Παρισίοις καθηγητοῦ Fauvel) — [1139, 1025, 1522, 1040]
table-row: » Ἀθηνῶν 109 — [30, 493, 279, 508]
panama-paragraph: Συνεπείᾳ τούτων ὁ Κολλεβὶλ προσκληθεὶς πρὸ τοῦ εἰσαγγελέως ἠρνήθη τὴν πατρότητα τοῦ ἄρθρου, ἀπέδωκε δὲ αὐτὴν εἰς τοὺς συντάκτας τῆς ἐφημερίδος «Γαλλία» οἵτινες τὸν ἐδεδαίωσαν ὅτι κατεῖχον τὸν κατάλογον τῶν 104. — [30, 1577, 369, 1658]
